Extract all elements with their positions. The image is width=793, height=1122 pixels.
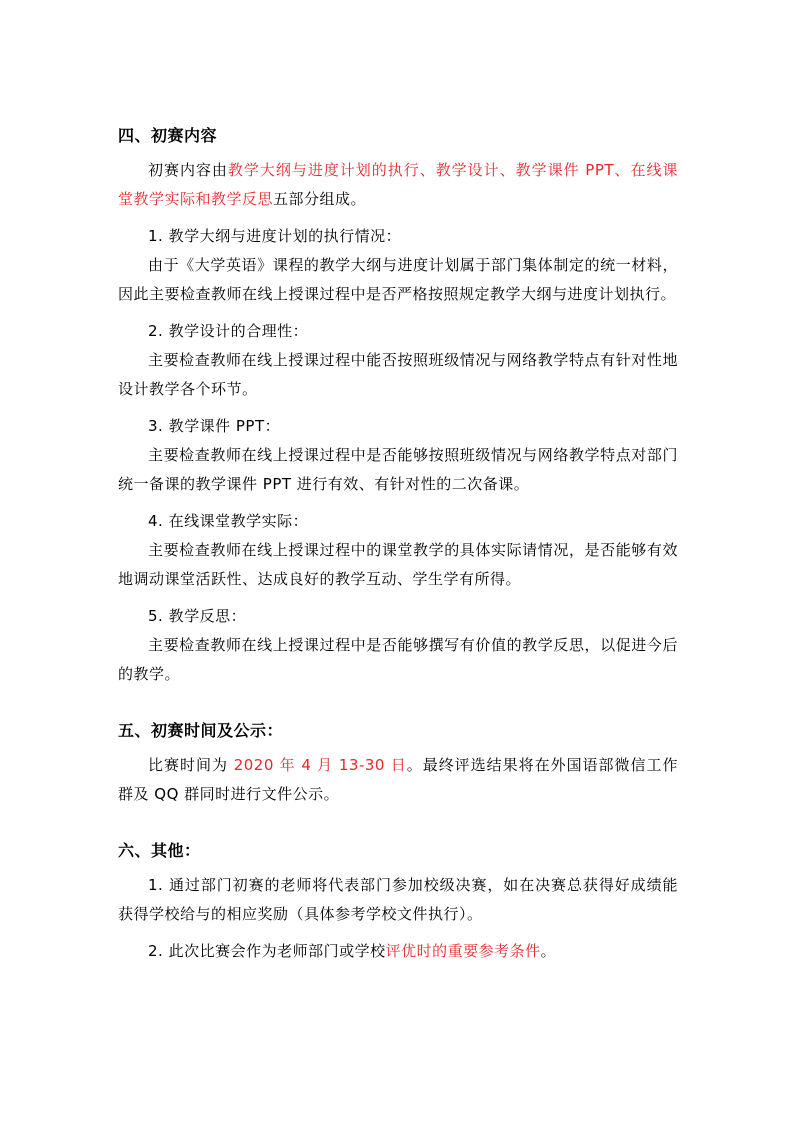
item3-title: 3. 教学课件 PPT：: [148, 417, 281, 435]
item5-body: 主要检查教师在线上授课过程中是否能够撰写有价值的教学反思，以促进今后的教学。: [118, 636, 678, 683]
section5-text: [118, 751, 678, 809]
section6-item2: [118, 937, 678, 966]
section4-heading: 四、初赛内容: [118, 126, 218, 145]
item3-body: 主要检查教师在线上授课过程中是否能够按照班级情况与网络教学特点对部门统一备课的教学课件 PPT 进行有效、有针对性的二次备课。: [118, 446, 678, 493]
section6-heading: 六、其他：: [118, 841, 201, 860]
section4-intro-prefix: 初赛内容由: [148, 161, 228, 179]
item1-body: 由于《大学英语》课程的教学大纲与进度计划属于部门集体制定的统一材料，因此主要检查教师在线上授课过程中是否严格按照规定教学大纲与进度计划执行。: [118, 256, 678, 303]
section5-text-suffix: 。最终评选结果将在外国语部微信工作群及 QQ 群同时进行文件公示。: [118, 756, 678, 803]
section4-intro: [118, 156, 678, 214]
item5-title: 5. 教学反思：: [148, 607, 247, 625]
document-content: [118, 124, 678, 966]
item4-body: 主要检查教师在线上授课过程中的课堂教学的具体实际请情况，是否能够有效地调动课堂活跃性、达成良好的教学互动、学生学有所得。: [118, 541, 678, 588]
item4-title: 4. 在线课堂教学实际：: [148, 512, 309, 530]
section4-intro-highlight: 教学大纲与进度计划的执行、教学设计、教学课件 PPT、在线课堂教学实际和教学反思: [118, 161, 678, 208]
item2-title: 2. 教学设计的合理性：: [148, 322, 309, 340]
section5-text-prefix: 比赛时间为: [148, 756, 234, 774]
item1-title: 1. 教学大纲与进度计划的执行情况：: [148, 227, 402, 245]
section6-item1: 1. 通过部门初赛的老师将代表部门参加校级决赛，如在决赛总获得好成绩能获得学校给与的相应奖励（具体参考学校文件执行）。: [118, 876, 678, 923]
section4-intro-suffix: 五部分组成。: [273, 190, 367, 208]
section6-item2-suffix: 。: [540, 942, 557, 960]
section5-heading: 五、初赛时间及公示：: [118, 721, 284, 740]
section6-item2-prefix: 2. 此次比赛会作为老师部门或学校: [148, 942, 386, 960]
item2-body: 主要检查教师在线上授课过程中能否按照班级情况与网络教学特点有针对性地设计教学各个环节。: [118, 351, 678, 398]
section5-date-highlight: 2020 年 4 月 13-30 日: [233, 756, 407, 774]
section6-item2-highlight: 评优时的重要参考条件: [385, 942, 541, 960]
